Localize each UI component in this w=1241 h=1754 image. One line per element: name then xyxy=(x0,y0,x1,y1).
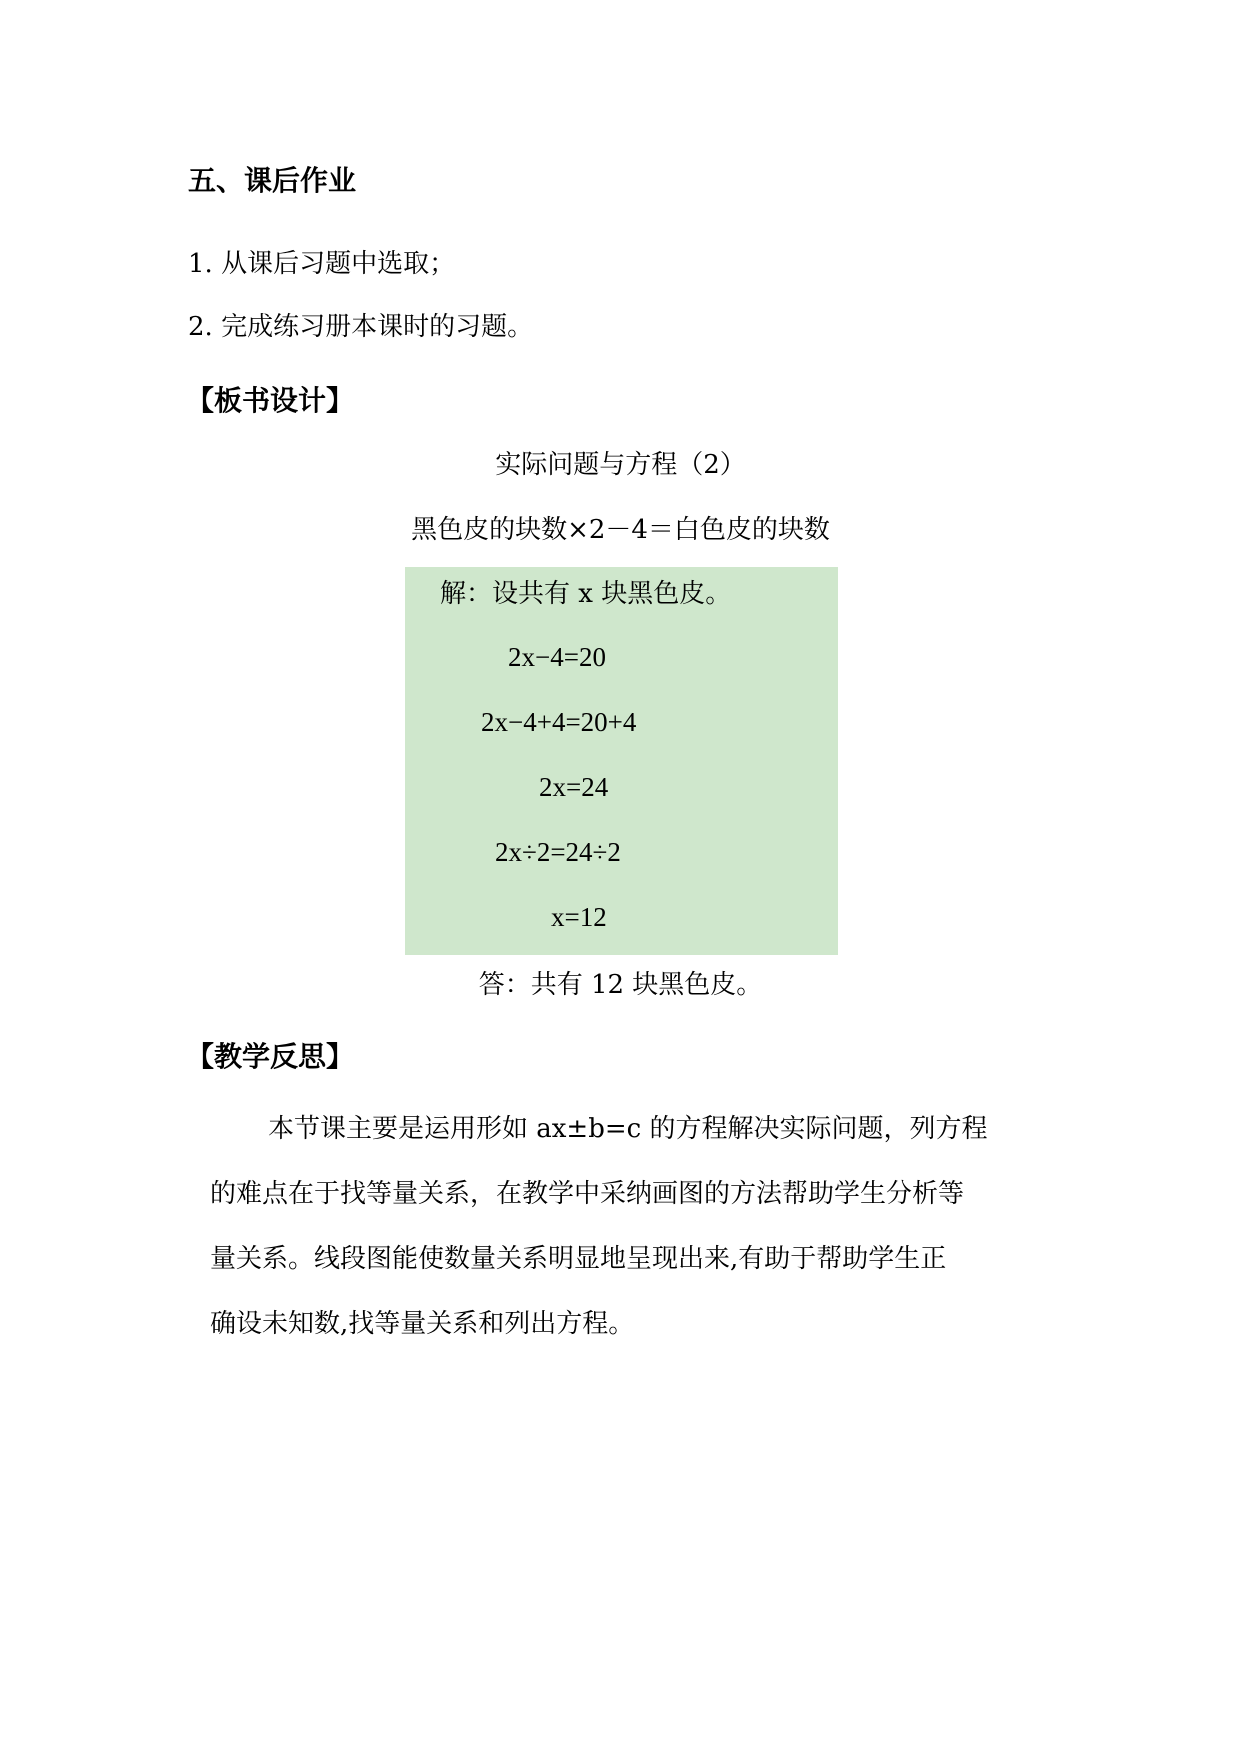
reflection-line-2: 的难点在于找等量关系，在教学中采纳画图的方法帮助学生分析等 xyxy=(210,1179,965,1209)
homework-item-1: 1. 从课后习题中选取； xyxy=(188,249,456,279)
equation-step-4: 2x÷2=24÷2 xyxy=(495,837,621,867)
solution-intro: 解：设共有 x 块黑色皮。 xyxy=(440,579,732,609)
solution-answer: 答：共有 12 块黑色皮。 xyxy=(478,970,763,1000)
homework-heading: 五、课后作业 xyxy=(188,164,357,197)
equation-step-3: 2x=24 xyxy=(539,772,609,802)
reflection-line-1: 本节课主要是运用形如 ax±b=c 的方程解决实际问题，列方程 xyxy=(268,1114,988,1144)
board-design-title: 实际问题与方程（2） xyxy=(495,450,746,480)
solution-box xyxy=(405,567,838,955)
reflection-line-4: 确设未知数,找等量关系和列出方程。 xyxy=(210,1309,635,1339)
equivalence-relation: 黑色皮的块数×2－4＝白色皮的块数 xyxy=(411,515,830,545)
equation-step-1: 2x−4=20 xyxy=(508,642,606,672)
reflection-heading: 【教学反思】 xyxy=(186,1040,355,1073)
equation-step-2: 2x−4+4=20+4 xyxy=(481,707,637,737)
reflection-line-3: 量关系。线段图能使数量关系明显地呈现出来,有助于帮助学生正 xyxy=(210,1244,947,1274)
board-design-heading: 【板书设计】 xyxy=(186,384,355,417)
homework-item-2: 2. 完成练习册本课时的习题。 xyxy=(188,312,534,342)
equation-step-5: x=12 xyxy=(551,902,607,932)
